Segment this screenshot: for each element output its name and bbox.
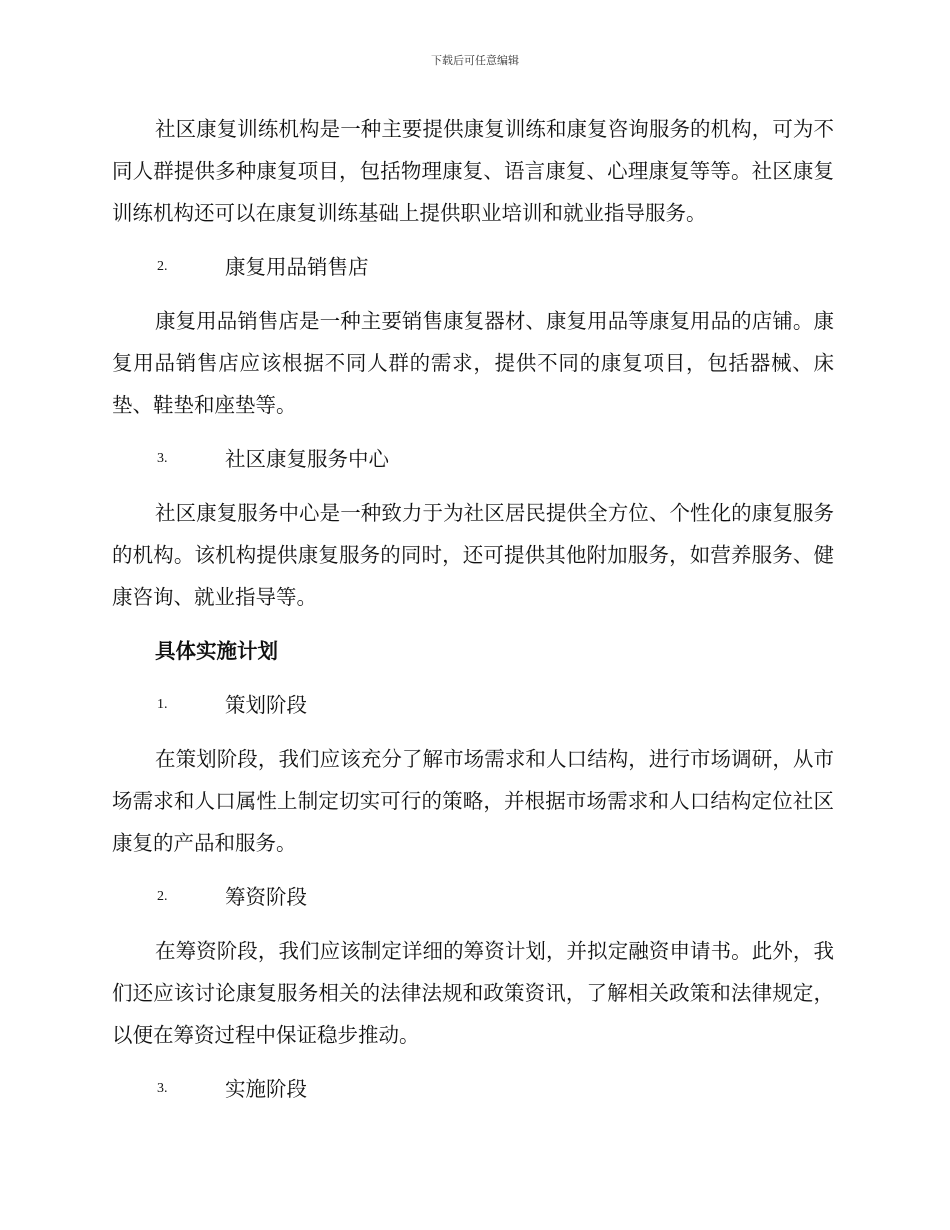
list-item-number: 2. bbox=[157, 889, 168, 904]
list-item-supply-store bbox=[112, 246, 834, 288]
paragraph-supply-store: 康复用品销售店是一种主要销售康复器材、康复用品等康复用品的店铺。康复用品销售店应该根据不同人群的需求，提供不同的康复项目，包括器械、床垫、鞋垫和座垫等。 bbox=[112, 309, 834, 417]
list-item-label: 策划阶段 bbox=[225, 693, 307, 717]
list-item-number: 1. bbox=[157, 697, 168, 712]
section-heading: 具体实施计划 bbox=[155, 639, 278, 663]
document-body bbox=[112, 108, 834, 1122]
paragraph-planning-stage: 在策划阶段，我们应该充分了解市场需求和人口结构，进行市场调研，从市场需求和人口属性上制定切实可行的策略，并根据市场需求和人口结构定位社区康复的产品和服务。 bbox=[112, 747, 834, 855]
paragraph-funding-stage: 在筹资阶段，我们应该制定详细的筹资计划，并拟定融资申请书。此外，我们还应该讨论康复服务相关的法律法规和政策资讯，了解相关政策和法律规定，以便在筹资过程中保证稳步推动。 bbox=[112, 939, 834, 1047]
list-item-planning-stage bbox=[112, 684, 834, 726]
list-item-service-center bbox=[112, 438, 834, 480]
list-item-number: 3. bbox=[157, 1081, 168, 1096]
list-item-number: 3. bbox=[157, 451, 168, 466]
list-item-funding-stage bbox=[112, 876, 834, 918]
list-item-implementation-stage bbox=[112, 1068, 834, 1110]
paragraph-training-institution: 社区康复训练机构是一种主要提供康复训练和康复咨询服务的机构，可为不同人群提供多种康复项目，包括物理康复、语言康复、心理康复等等。社区康复训练机构还可以在康复训练基础上提供职业培训和就业指导服务。 bbox=[112, 117, 834, 225]
list-item-label: 康复用品销售店 bbox=[225, 255, 369, 279]
list-item-label: 筹资阶段 bbox=[225, 885, 307, 909]
list-item-label: 社区康复服务中心 bbox=[225, 447, 389, 471]
page-header: 下载后可任意编辑 bbox=[431, 54, 519, 67]
paragraph-service-center: 社区康复服务中心是一种致力于为社区居民提供全方位、个性化的康复服务的机构。该机构提供康复服务的同时，还可提供其他附加服务，如营养服务、健康咨询、就业指导等。 bbox=[112, 501, 834, 609]
list-item-number: 2. bbox=[157, 259, 168, 274]
list-item-label: 实施阶段 bbox=[225, 1077, 307, 1101]
